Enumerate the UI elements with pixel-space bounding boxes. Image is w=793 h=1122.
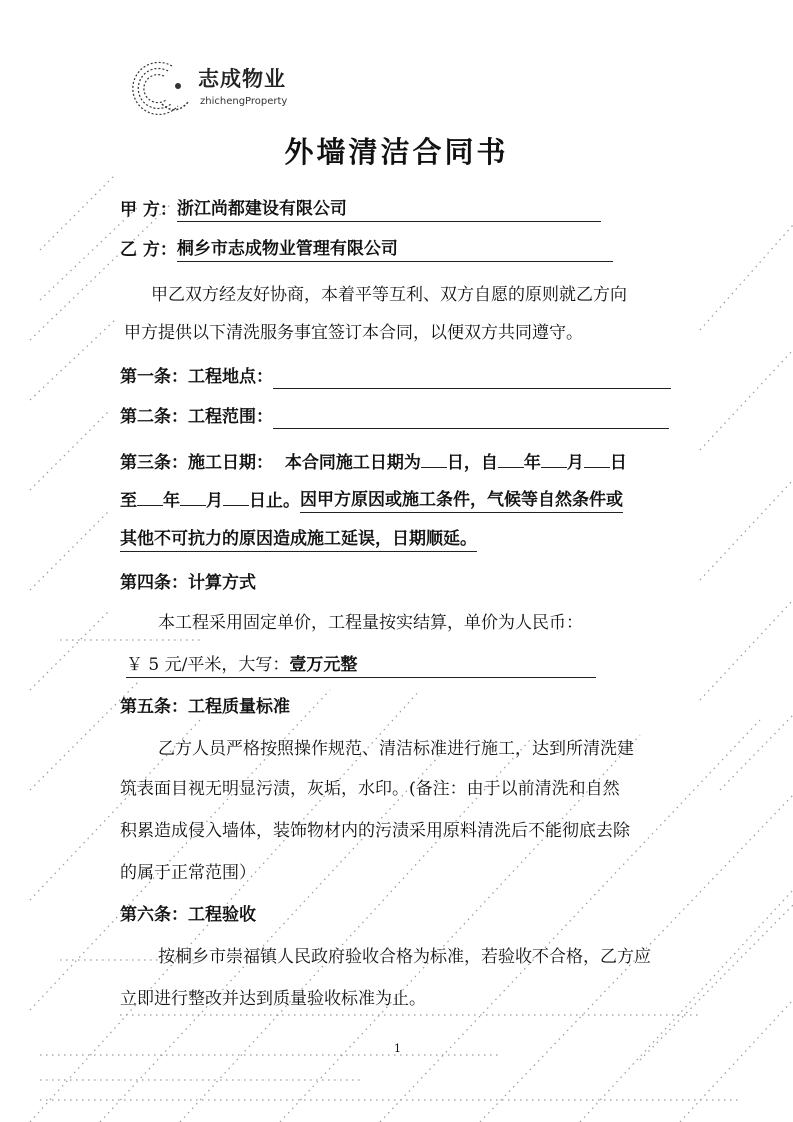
contract-title: 外墙清洁合同书	[284, 135, 509, 169]
article-3-line-1	[120, 449, 627, 475]
article-3-text: 日，自	[446, 453, 498, 473]
article-1-blank	[273, 370, 671, 389]
article-3-text: 至	[120, 491, 137, 511]
intro-line-2: 甲方提供以下清洗服务事宜签订本合同，以便双方共同遵守。	[124, 323, 583, 343]
article-6-line-1: 按桐乡市崇福镇人民政府验收合格为标准，若验收不合格，乙方应	[158, 947, 651, 967]
article-2-label: 第二条：工程范围：	[120, 407, 273, 427]
article-5-line-3: 积累造成侵入墙体，装饰物材内的污渍采用原料清洗后不能彻底去除	[120, 821, 630, 841]
party-b-value: 桐乡市志成物业管理有限公司	[177, 237, 613, 262]
amount-in-words: 壹万元整	[289, 655, 358, 675]
logo-mark-icon	[122, 58, 194, 122]
party-b-line	[120, 237, 613, 262]
article-5-line-4: 的属于正常范围）	[120, 863, 256, 883]
article-2	[120, 405, 669, 429]
article-1-label: 第一条：工程地点：	[120, 367, 273, 387]
caps-label: 大写：	[238, 655, 290, 675]
start-month-blank	[541, 449, 567, 468]
article-3-text: 日止。	[249, 491, 300, 511]
unit-price: ￥ 5 元/平米，	[126, 655, 239, 675]
company-logo	[122, 58, 322, 122]
price-field	[126, 653, 596, 678]
article-2-blank	[273, 410, 669, 429]
logo-subtitle: zhichengProperty	[200, 96, 288, 107]
article-5-heading: 第五条：工程质量标准	[120, 697, 290, 717]
party-a-value: 浙江尚都建设有限公司	[177, 197, 601, 222]
article-6-heading: 第六条：工程验收	[120, 905, 256, 925]
article-3-text: 本合同施工日期为	[284, 453, 421, 473]
article-4-price-line	[126, 653, 596, 678]
article-4-heading: 第四条：计算方式	[120, 573, 256, 593]
end-year-blank	[137, 487, 163, 506]
article-3-label: 第三条：施工日期：	[120, 453, 273, 473]
end-month-blank	[180, 487, 206, 506]
party-b-label: 乙 方：	[120, 240, 177, 260]
article-3-line-3	[120, 527, 477, 552]
article-3-text: 月	[566, 453, 584, 473]
article-3-line-2	[120, 487, 623, 513]
article-4-text: 本工程采用固定单价，工程量按实结算，单价为人民币：	[158, 613, 583, 633]
party-a-line	[120, 197, 601, 222]
article-3-text: 日	[609, 453, 627, 473]
article-5-line-1: 乙方人员严格按照操作规范、清洁标准进行施工，达到所清洗建	[158, 739, 634, 759]
page-number: 1	[394, 1042, 401, 1055]
article-6-line-2: 立即进行整改并达到质量验收标准为止。	[120, 989, 426, 1009]
article-1	[120, 365, 671, 389]
intro-line-1: 甲乙双方经友好协商，本着平等互利、双方自愿的原则就乙方向	[151, 285, 627, 305]
start-year-blank	[498, 449, 524, 468]
article-3-text: 年	[163, 491, 180, 511]
article-3-text: 年	[523, 453, 541, 473]
start-day-blank	[584, 449, 610, 468]
end-day-blank	[223, 487, 249, 506]
article-3-delay-clause: 因甲方原因或施工条件，气候等自然条件或	[300, 488, 623, 513]
article-3-text: 月	[206, 491, 223, 511]
party-a-label: 甲 方：	[120, 200, 177, 220]
article-5-line-2: 筑表面目视无明显污渍，灰垢，水印。(备注：由于以前清洗和自然	[120, 779, 620, 799]
days-blank	[421, 449, 447, 468]
article-3-delay-clause-end: 其他不可抗力的原因造成施工延误，日期顺延。	[120, 527, 477, 552]
logo-name: 志成物业	[198, 67, 286, 91]
